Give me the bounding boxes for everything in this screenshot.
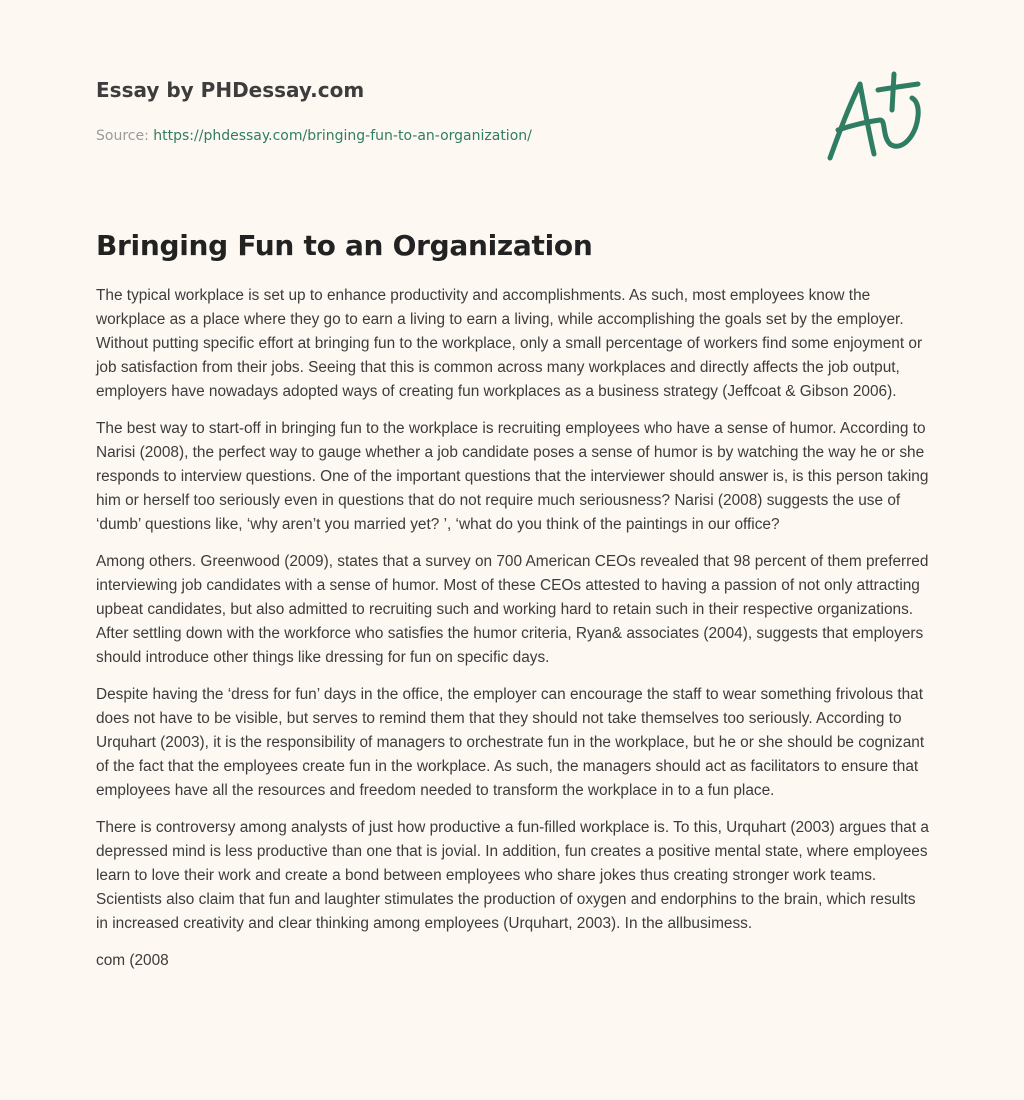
article-paragraph: The typical workplace is set up to enhance productivity and accomplishments. As such, most employees know the workplace as a place where they go to earn a living to earn a living, while accomplishing the goals set by the employer. Without putting specific effort at bringing fun to the workplace, only a small percentage of workers find some enjoyment or job satisfaction from their jobs. Seeing that this is common across many workplaces and directly affects the job output, employers have nowadays adopted ways of creating fun workplaces as a business strategy (Jeffcoat & Gibson 2006). bbox=[96, 287, 923, 400]
source-link[interactable]: https://phdessay.com/bringing-fun-to-an-organization/ bbox=[153, 128, 532, 144]
site-name: Essay by PHDessay.com bbox=[96, 78, 365, 102]
article-paragraph: The best way to start-off in bringing fun to the workplace is recruiting employees who have a sense of humor. According to Narisi (2008), the perfect way to gauge whether a job candidate poses a sense of humor is by watching the way he or she responds to interview questions. One of the important questions that the interviewer should answer is, is this person taking him or herself too seriously even in questions that do not require much seriousness? Narisi (2008) suggests the use of ‘dumb’ questions like, ‘why aren’t you married yet? ’, ‘what do you think of the paintings in our office? bbox=[96, 420, 929, 533]
article-body bbox=[96, 284, 930, 986]
article-paragraph: There is controversy among analysts of just how productive a fun-filled workplace is. To this, Urquhart (2003) argues that a depressed mind is less productive than one that is jovial. In addition, fun creates a positive mental state, where employees learn to love their work and create a bond between employees who share jokes thus creating stronger work teams. Scientists also claim that fun and laughter stimulates the production of oxygen and endorphins to the brain, which results in increased creativity and clear thinking among employees (Urquhart, 2003). In the allbusimess. bbox=[96, 819, 929, 932]
article-paragraph: Despite having the ‘dress for fun’ days in the office, the employer can encourage the staff to wear something frivolous that does not have to be visible, but serves to remind them that they should not take themselves too seriously. According to Urquhart (2003), it is the responsibility of managers to orchestrate fun in the workplace, but he or she should be cognizant of the fact that the employees create fun in the workplace. As such, the managers should act as facilitators to ensure that employees have all the resources and freedom needed to transform the workplace in to a fun place. bbox=[96, 686, 925, 799]
page-header bbox=[96, 76, 796, 146]
article-paragraph: Among others. Greenwood (2009), states that a survey on 700 American CEOs revealed that 98 percent of them preferred interviewing job candidates with a sense of humor. Most of these CEOs attested to having a passion of not only attracting upbeat candidates, but also admitted to recruiting such and working hard to retain such in their respective organizations. After settling down with the workforce who satisfies the humor criteria, Ryan& associates (2004), suggests that employers should introduce other things like dressing for fun on specific days. bbox=[96, 553, 929, 666]
article-paragraph: com (2008 bbox=[96, 952, 169, 969]
source-line bbox=[96, 126, 796, 146]
article-title: Bringing Fun to an Organization bbox=[96, 229, 593, 262]
a-plus-logo-icon bbox=[820, 66, 930, 166]
source-label: Source: bbox=[96, 128, 149, 144]
